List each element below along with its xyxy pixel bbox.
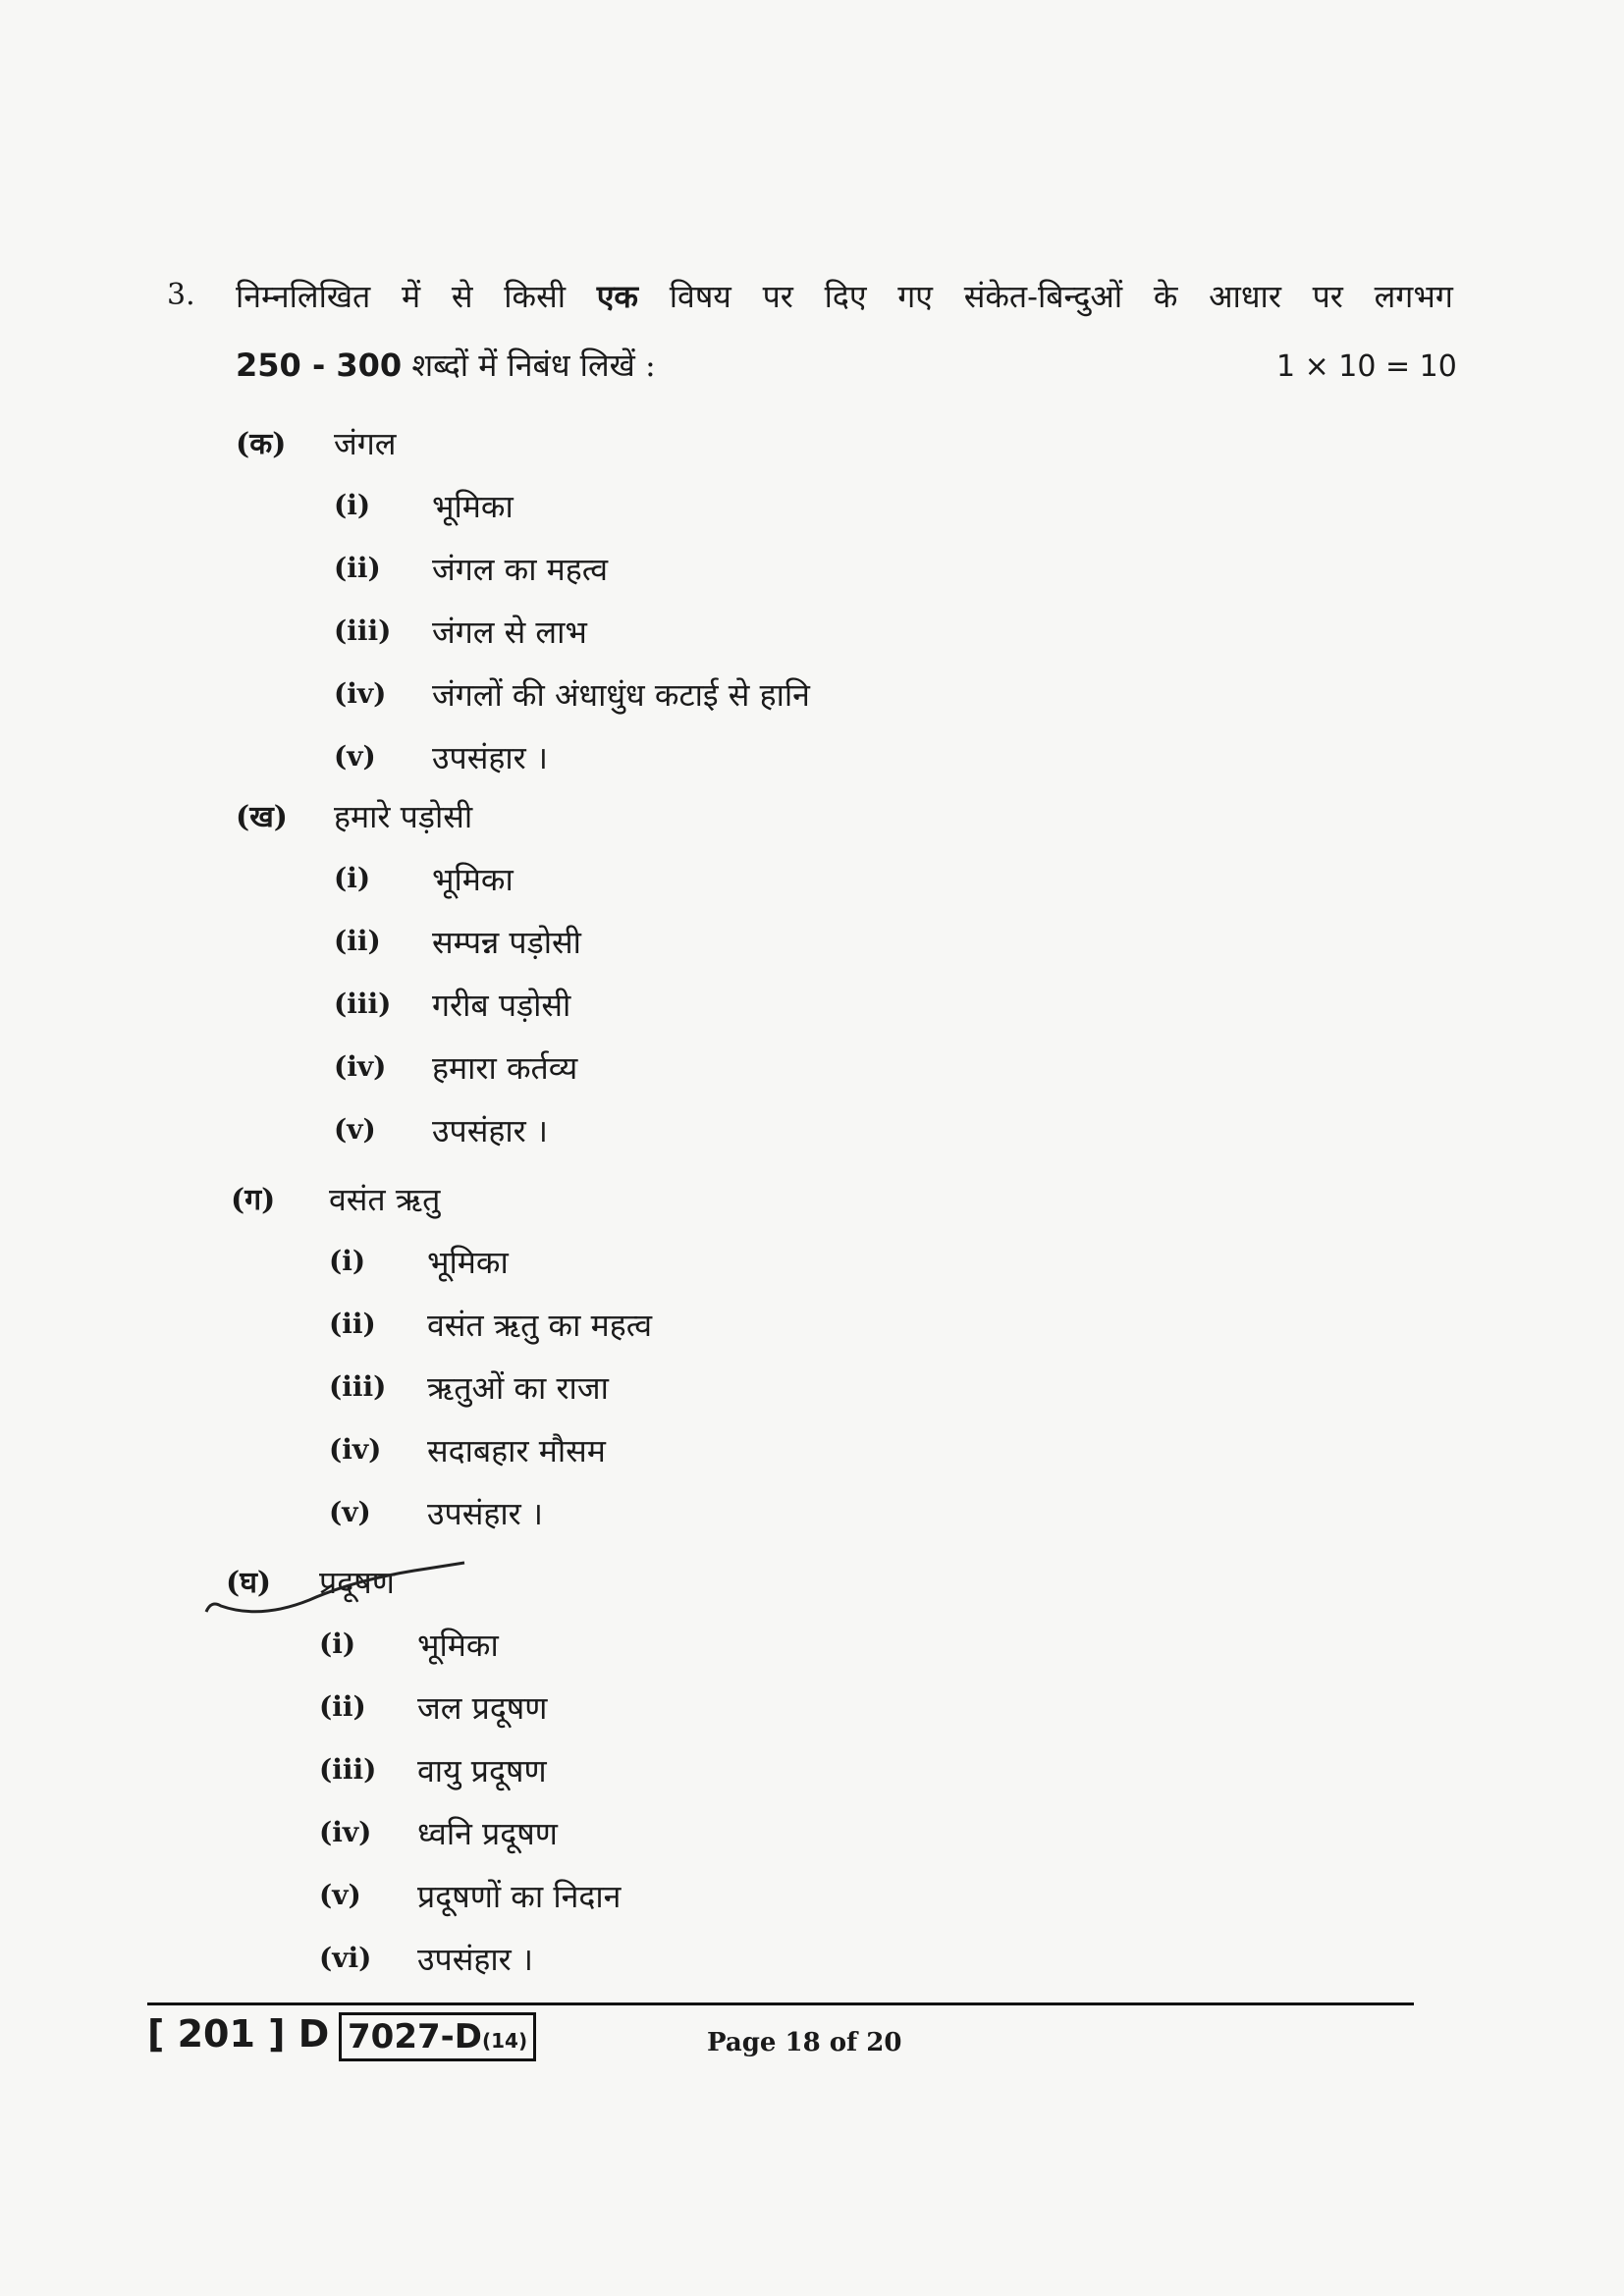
word-count: 250 - 300 <box>236 347 403 384</box>
question-word: के <box>1153 278 1178 315</box>
point-number: (v) <box>334 740 376 773</box>
question-word: निम्नलिखित <box>236 278 371 315</box>
point-number: (ii) <box>334 552 381 584</box>
marks: 1 × 10 = 10 <box>1276 349 1457 384</box>
question-word: दिए <box>824 278 867 315</box>
question-number: 3. <box>167 278 195 312</box>
section-title: प्रदूषण <box>319 1564 395 1601</box>
point-text: जल प्रदूषण <box>417 1689 548 1727</box>
question-word: एक <box>596 278 639 315</box>
point-number: (ii) <box>319 1690 366 1723</box>
question-line-2 <box>236 344 656 386</box>
question-word: से <box>451 278 473 315</box>
point-number: (v) <box>334 1113 376 1146</box>
point-text: उपसंहार । <box>427 1495 544 1532</box>
section-label: (ख) <box>236 800 288 834</box>
point-number: (v) <box>319 1879 361 1911</box>
section-label: (क) <box>236 427 287 461</box>
question-word: पर <box>1312 278 1343 315</box>
point-number: (i) <box>334 862 371 894</box>
point-text: वायु प्रदूषण <box>417 1752 547 1789</box>
question-word: विषय <box>669 278 731 315</box>
point-number: (i) <box>319 1628 356 1660</box>
point-number: (iii) <box>334 988 392 1020</box>
question-line-2-rest: शब्दों में निबंध लिखें : <box>402 347 656 384</box>
point-text: वसंत ऋतु का महत्व <box>427 1307 652 1344</box>
point-text: जंगलों की अंधाधुंध कटाई से हानि <box>432 676 810 714</box>
point-number: (ii) <box>329 1308 376 1340</box>
question-word: लगभग <box>1374 278 1453 315</box>
point-text: प्रदूषणों का निदान <box>417 1878 622 1915</box>
point-number: (v) <box>329 1496 371 1528</box>
point-number: (ii) <box>334 925 381 957</box>
pen-tick-mark <box>201 1561 466 1620</box>
point-text: ध्वनि प्रदूषण <box>417 1815 558 1852</box>
point-number: (i) <box>329 1245 366 1277</box>
section-label: (ग) <box>231 1183 276 1217</box>
page-number: Page 18 of 20 <box>707 2028 902 2057</box>
question-word: संकेत-बिन्दुओं <box>963 278 1123 315</box>
paper-code: [ 201 ] D <box>147 2012 330 2056</box>
point-number: (iv) <box>334 677 387 710</box>
point-text: भूमिका <box>432 861 514 898</box>
point-number: (iv) <box>319 1816 372 1848</box>
point-number: (iii) <box>319 1753 377 1786</box>
section-label: (घ) <box>226 1566 272 1600</box>
point-text: जंगल से लाभ <box>432 614 587 651</box>
point-text: हमारा कर्तव्य <box>432 1049 578 1087</box>
point-text: सम्पन्न पड़ोसी <box>432 924 581 961</box>
point-text: उपसंहार । <box>432 1112 549 1149</box>
question-word: आधार <box>1209 278 1281 315</box>
booklet-code-box <box>339 2012 536 2061</box>
point-number: (iv) <box>329 1433 382 1466</box>
point-text: भूमिका <box>432 488 514 525</box>
point-text: उपसंहार । <box>417 1941 534 1978</box>
question-word: किसी <box>504 278 567 315</box>
point-text: उपसंहार । <box>432 739 549 776</box>
booklet-code: 7027-D <box>348 2017 482 2056</box>
footer-rule <box>147 2002 1414 2005</box>
question-word: में <box>402 278 421 315</box>
point-text: जंगल का महत्व <box>432 551 609 588</box>
point-text: भूमिका <box>417 1627 499 1664</box>
point-number: (vi) <box>319 1942 372 1974</box>
booklet-code-suffix: (14) <box>481 2029 528 2053</box>
point-text: गरीब पड़ोसी <box>432 987 571 1024</box>
question-word: पर <box>762 278 793 315</box>
section-title: वसंत ऋतु <box>329 1181 441 1218</box>
point-text: सदाबहार मौसम <box>427 1432 606 1469</box>
point-number: (iii) <box>334 614 392 647</box>
point-number: (iv) <box>334 1050 387 1083</box>
point-number: (iii) <box>329 1370 387 1403</box>
point-text: भूमिका <box>427 1244 509 1281</box>
point-text: ऋतुओं का राजा <box>427 1369 609 1407</box>
question-word: गए <box>897 278 933 315</box>
section-title: जंगल <box>334 425 397 462</box>
section-title: हमारे पड़ोसी <box>334 798 473 835</box>
point-number: (i) <box>334 489 371 521</box>
question-line-1 <box>236 275 1453 317</box>
